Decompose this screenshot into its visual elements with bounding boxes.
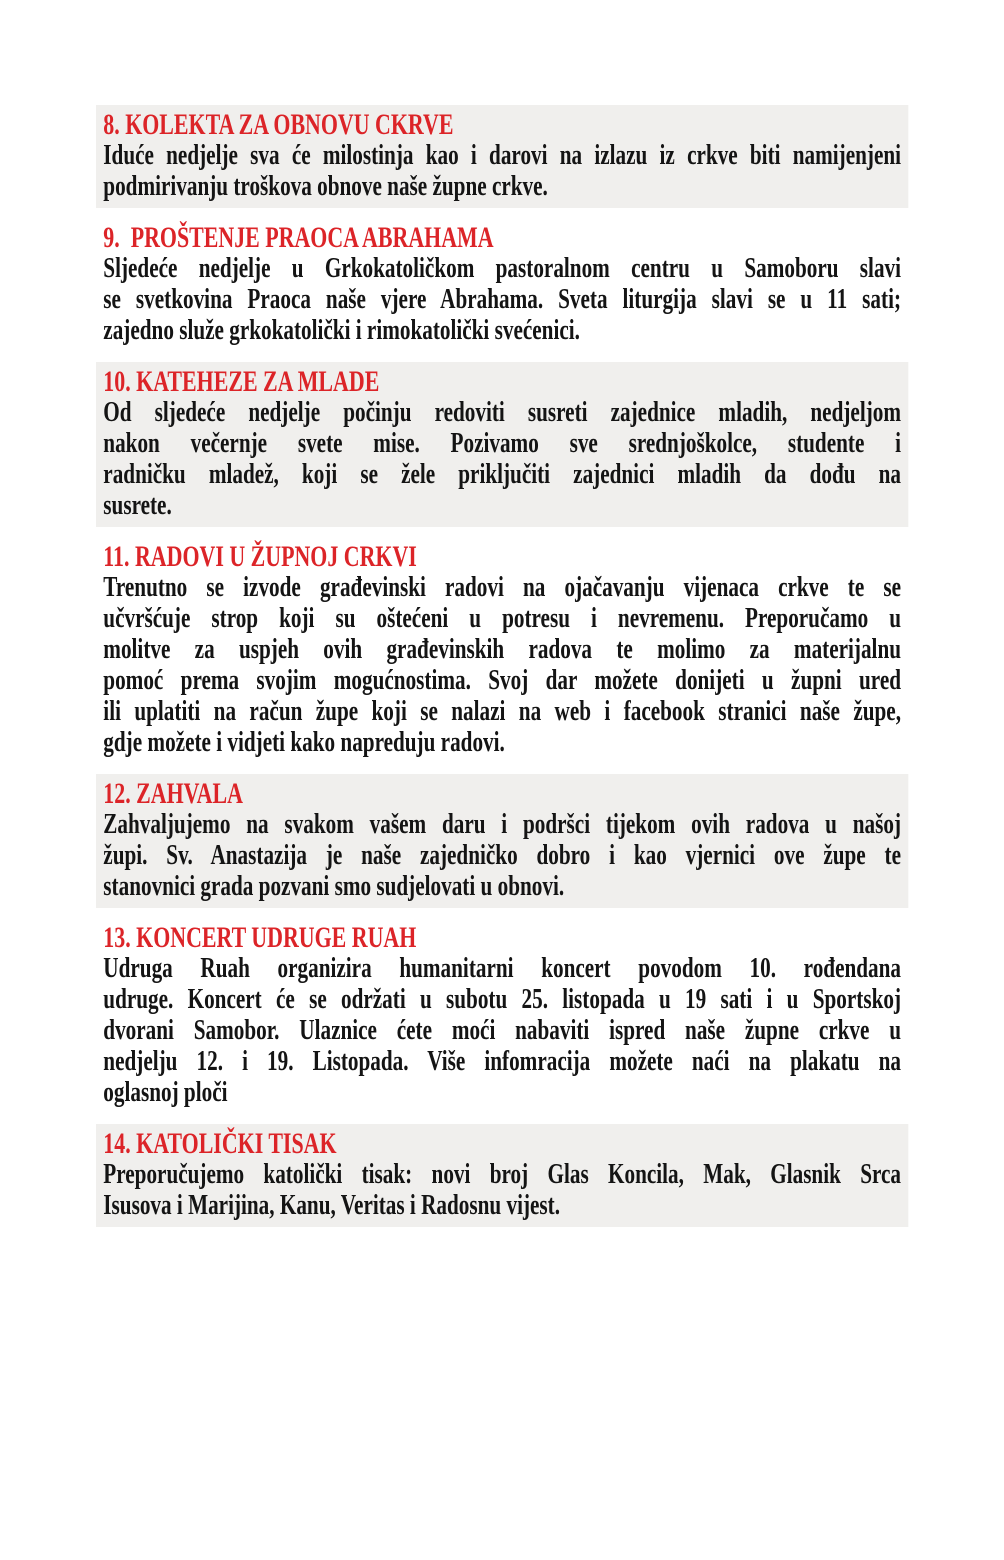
body-line: Sljedeće nedjelje u Grkokatoličkom pastoralnom centru u Samoboru slavi <box>103 252 902 284</box>
body-line: susrete. <box>103 489 172 521</box>
body-line: oglasnoj ploči <box>103 1076 228 1108</box>
body-line: Isusova i Marijina, Kanu, Veritas i Radosnu vijest. <box>103 1189 561 1221</box>
body-line: nedjelju 12. i 19. Listopada. Više infomracija možete naći na plakatu na <box>103 1045 902 1077</box>
body-line: se svetkovina Praoca naše vjere Abrahama. Sveta liturgija slavi se u 11 sati; <box>103 283 902 315</box>
announcements-list <box>96 105 908 1227</box>
body-line: Iduće nedjelje sva će milostinja kao i darovi na izlazu iz crkve biti namijenjeni <box>103 139 902 171</box>
section-heading: 10. KATEHEZE ZA MLADE <box>103 365 380 398</box>
announcement-section <box>96 218 908 352</box>
body-line: gdje možete i vidjeti kako napreduju radovi. <box>103 726 505 758</box>
section-heading: 13. KONCERT UDRUGE RUAH <box>103 921 417 954</box>
announcement-section <box>96 362 908 527</box>
body-line: podmirivanju troškova obnove naše župne crkve. <box>103 170 548 202</box>
body-line: radničku mladež, koji se žele priključiti zajednici mladih da dođu na <box>103 458 902 490</box>
body-line: župi. Sv. Anastazija je naše zajedničko dobro i kao vjernici ove župe te <box>103 839 902 871</box>
body-line: učvršćuje strop koji su oštećeni u potresu i nevremenu. Preporučamo u <box>103 602 902 634</box>
body-line: stanovnici grada pozvani smo sudjelovati u obnovi. <box>103 870 565 902</box>
announcement-section <box>96 537 908 764</box>
announcement-section <box>96 774 908 908</box>
section-heading: 11. RADOVI U ŽUPNOJ CRKVI <box>103 540 417 573</box>
body-line: zajedno služe grkokatolički i rimokatolički svećenici. <box>103 314 580 346</box>
body-line: ili uplatiti na račun župe koji se nalazi na web i facebook stranici naše župe, <box>103 695 902 727</box>
body-line: Preporučujemo katolički tisak: novi broj Glas Koncila, Mak, Glasnik Srca <box>103 1158 902 1190</box>
body-line: nakon večernje svete mise. Pozivamo sve srednjoškolce, studente i <box>103 427 902 459</box>
body-line: Zahvaljujemo na svakom vašem daru i podršci tijekom ovih radova u našoj <box>103 808 902 840</box>
announcement-section <box>96 1124 908 1227</box>
announcement-section <box>96 105 908 208</box>
body-line: Udruga Ruah organizira humanitarni koncert povodom 10. rođendana <box>103 952 902 984</box>
section-heading: 14. KATOLIČKI TISAK <box>103 1127 337 1160</box>
announcement-section <box>96 918 908 1114</box>
body-line: Od sljedeće nedjelje počinju redoviti susreti zajednice mladih, nedjeljom <box>103 396 902 428</box>
body-line: dvorani Samobor. Ulaznice ćete moći nabaviti ispred naše župne crkve u <box>103 1014 902 1046</box>
page <box>0 105 1004 1560</box>
section-heading: 9. PROŠTENJE PRAOCA ABRAHAMA <box>103 221 494 254</box>
body-line: udruge. Koncert će se održati u subotu 25. listopada u 19 sati i u Sportskoj <box>103 983 902 1015</box>
body-line: pomoć prema svojim mogućnostima. Svoj dar možete donijeti u župni ured <box>103 664 902 696</box>
body-line: Trenutno se izvode građevinski radovi na ojačavanju vijenaca crkve te se <box>103 571 902 603</box>
section-heading: 12. ZAHVALA <box>103 777 243 810</box>
section-heading: 8. KOLEKTA ZA OBNOVU CKRVE <box>103 108 454 141</box>
body-line: molitve za uspjeh ovih građevinskih radova te molimo za materijalnu <box>103 633 902 665</box>
